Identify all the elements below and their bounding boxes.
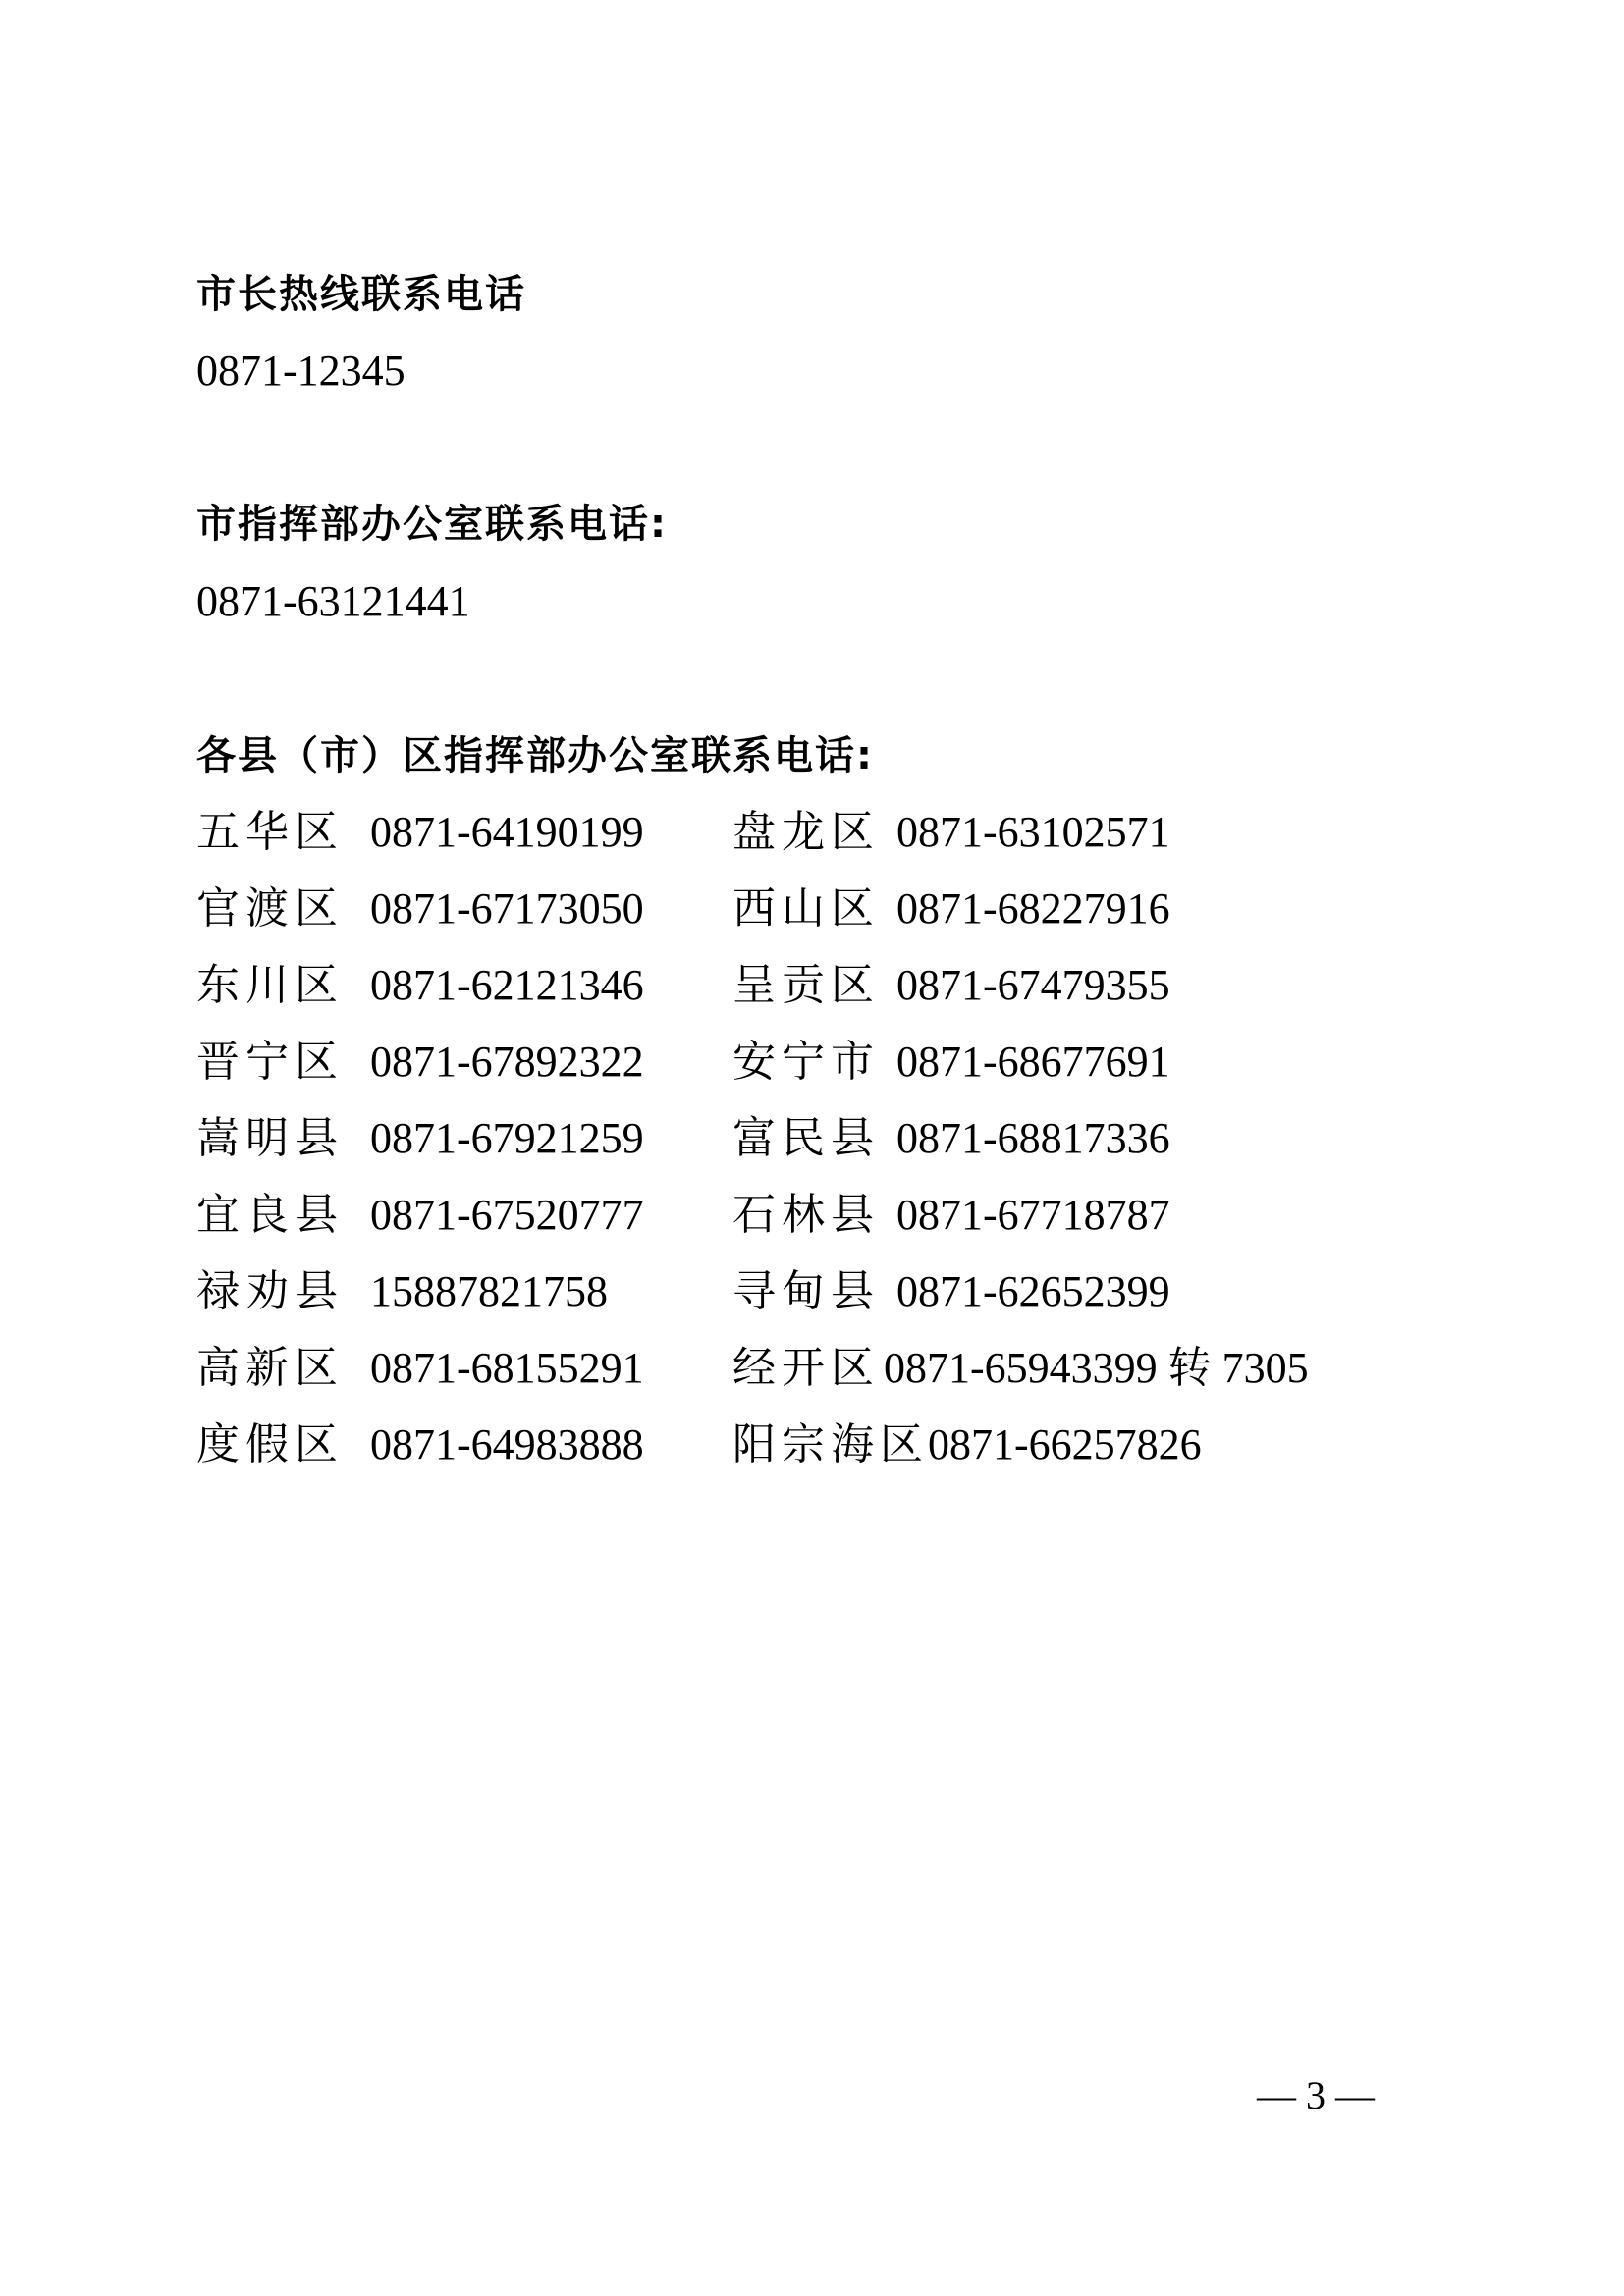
district-row (0, 1033, 1624, 1092)
district-name: 晋宁区 (196, 1038, 344, 1086)
district-name: 经开区 (732, 1344, 880, 1392)
district-phone: 0871-62652399 (896, 1267, 1170, 1315)
district-phone: 0871-62121346 (370, 961, 644, 1009)
district-row (0, 1186, 1624, 1245)
district-name: 宜良县 (196, 1191, 344, 1239)
district-phone: 0871-65943399 转 7305 (884, 1344, 1309, 1392)
district-phone: 0871-64983888 (370, 1420, 644, 1468)
district-row (0, 1415, 1624, 1474)
district-name: 石林县 (732, 1191, 880, 1239)
district-name: 东川区 (196, 961, 344, 1009)
district-name: 禄劝县 (196, 1267, 344, 1315)
page-number: — 3 — (1257, 2073, 1375, 2117)
district-phone: 0871-67520777 (370, 1191, 644, 1239)
district-phone: 0871-67892322 (370, 1038, 644, 1086)
city-office-phone: 0871-63121441 (196, 577, 470, 625)
district-row (0, 956, 1624, 1015)
district-name: 官渡区 (196, 884, 344, 933)
district-name: 高新区 (196, 1344, 344, 1392)
district-name: 西山区 (732, 884, 880, 933)
hotline-title: 市长热线联系电话 (196, 272, 526, 317)
district-phone: 0871-68227916 (896, 884, 1170, 933)
district-name: 呈贡区 (732, 961, 880, 1009)
district-name: 度假区 (196, 1420, 344, 1468)
district-phone: 0871-67173050 (370, 884, 644, 933)
district-name: 阳宗海区 (732, 1420, 929, 1468)
district-name: 五华区 (196, 808, 344, 856)
district-row (0, 803, 1624, 862)
district-name: 富民县 (732, 1114, 880, 1162)
district-row (0, 1339, 1624, 1398)
district-name: 盘龙区 (732, 808, 880, 856)
district-phone: 0871-67718787 (896, 1191, 1170, 1239)
district-phone: 0871-68677691 (896, 1038, 1170, 1086)
district-phone: 0871-66257826 (928, 1420, 1202, 1468)
district-phone: 0871-68155291 (370, 1344, 644, 1392)
district-phone: 0871-64190199 (370, 808, 644, 856)
district-phone: 0871-67479355 (896, 961, 1170, 1009)
district-name: 安宁市 (732, 1038, 880, 1086)
district-row (0, 1109, 1624, 1168)
district-phone: 15887821758 (370, 1267, 608, 1315)
district-phone: 0871-68817336 (896, 1114, 1170, 1162)
district-phone: 0871-67921259 (370, 1114, 644, 1162)
district-phone: 0871-63102571 (896, 808, 1170, 856)
city-office-title: 市指挥部办公室联系电话: (196, 502, 668, 547)
hotline-phone: 0871-12345 (196, 347, 406, 395)
district-offices-title: 各县（市）区指挥部办公室联系电话: (196, 733, 874, 778)
district-name: 嵩明县 (196, 1114, 344, 1162)
district-row (0, 880, 1624, 938)
district-row (0, 1262, 1624, 1321)
district-name: 寻甸县 (732, 1267, 880, 1315)
